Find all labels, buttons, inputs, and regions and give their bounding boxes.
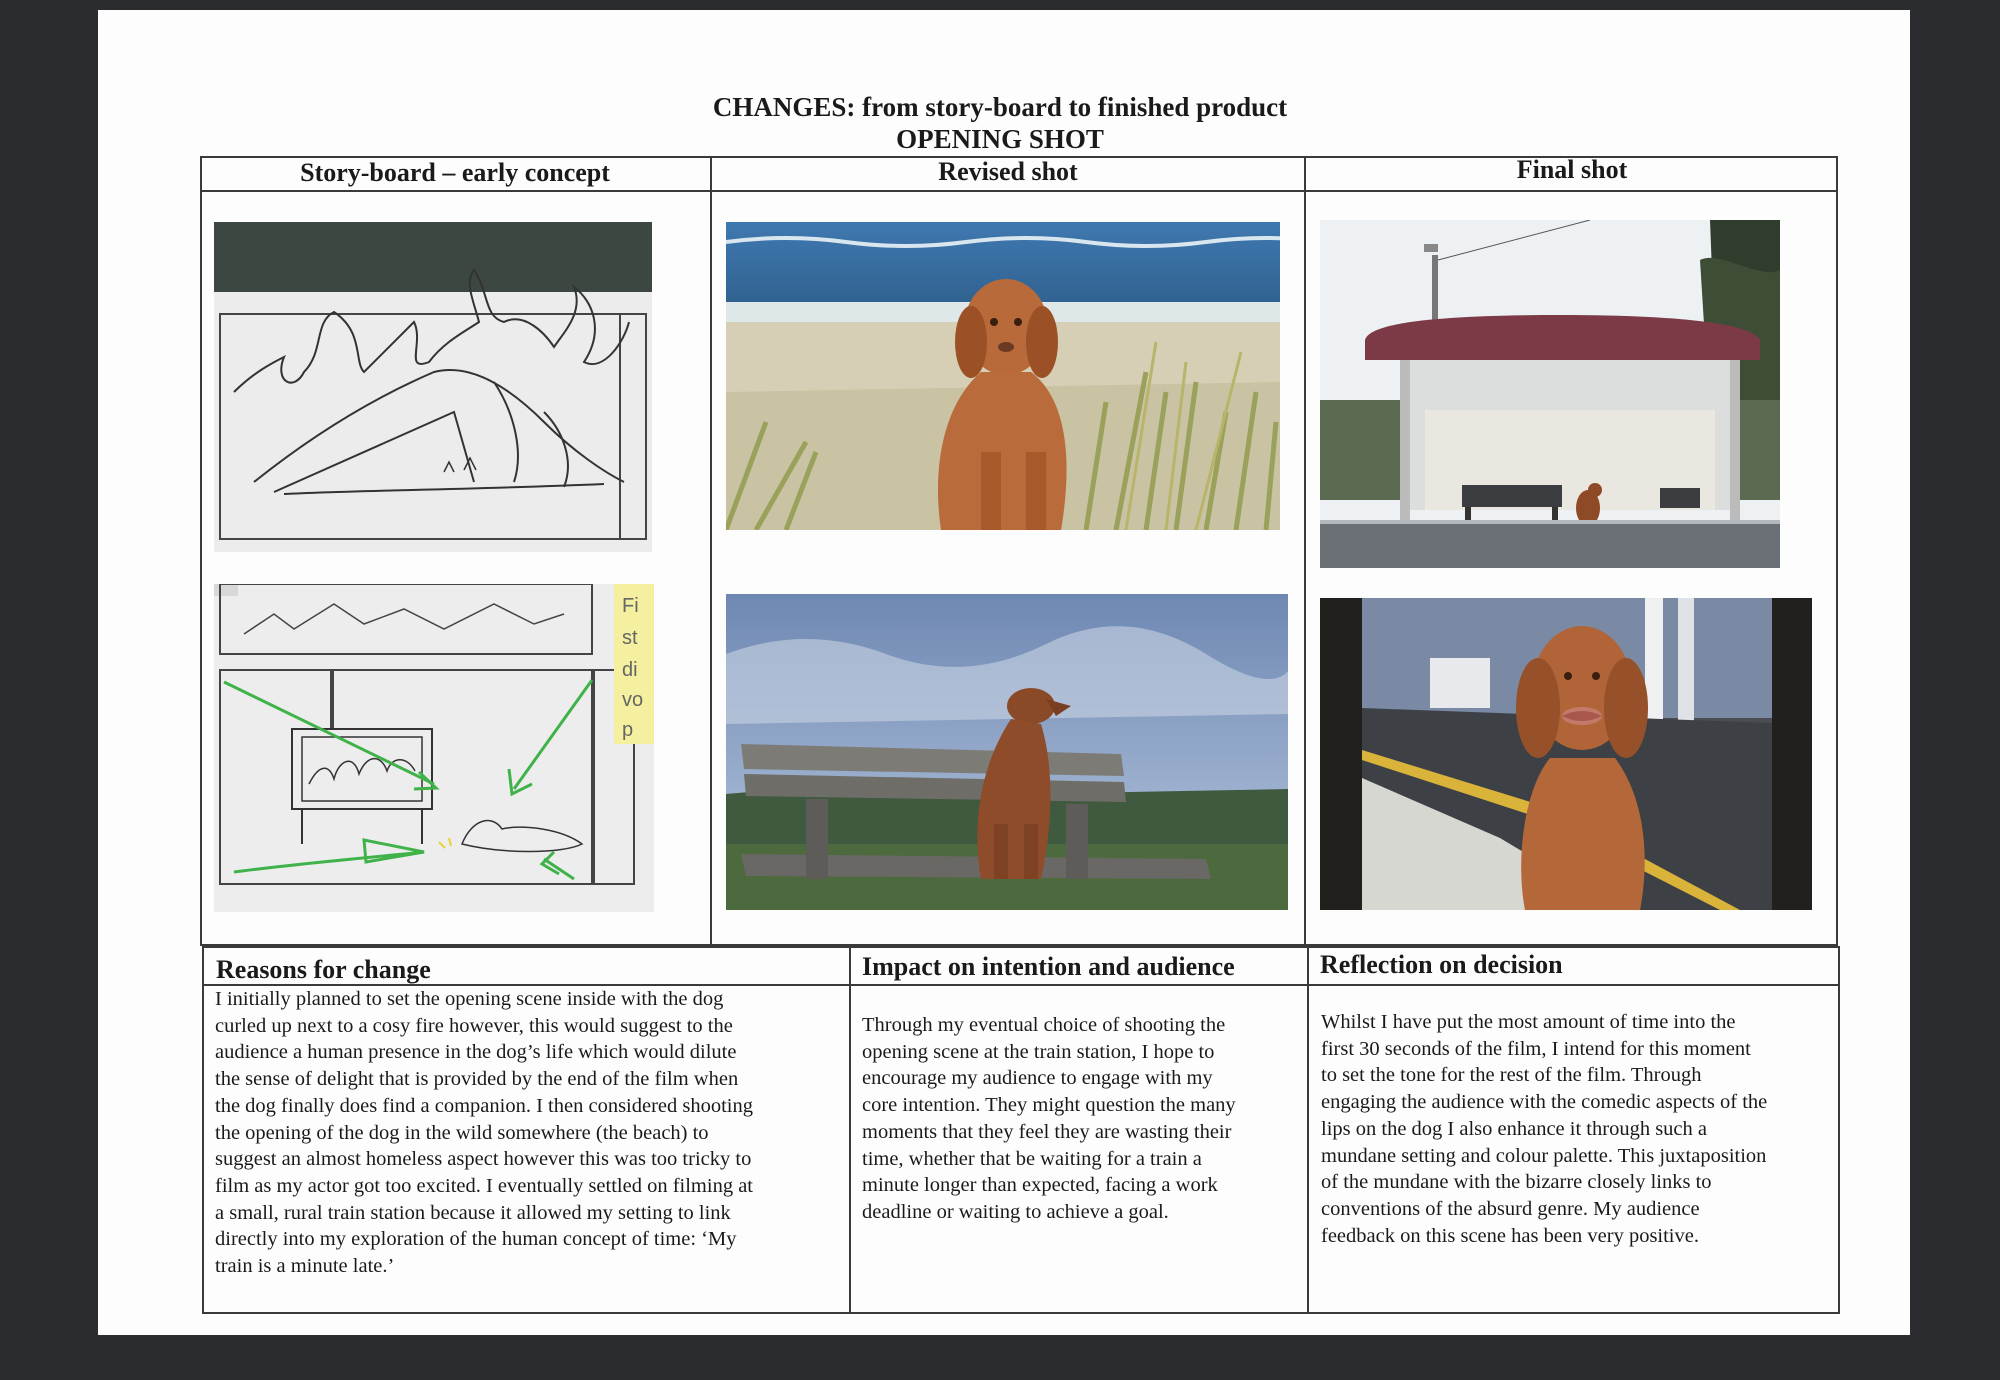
impact-line: Through my eventual choice of shooting the [862,1014,1226,1036]
column-header-storyboard: Story-board – early concept [300,158,610,187]
reflection-line: Whilst I have put the most amount of time into the [1321,1011,1736,1033]
document-subtitle: OPENING SHOT [896,124,1104,154]
reasons-line: train is a minute late.’ [215,1255,395,1278]
bottom-header-reflection: Reflection on decision [1320,950,1563,979]
impact-line: moments that they feel they are wasting their [862,1120,1232,1143]
reasons-line: curled up next to a cosy fire however, this would suggest to the [215,1014,733,1037]
reflection-line: conventions of the absurd genre. My audience [1321,1197,1700,1220]
reasons-line: I initially planned to set the opening scene inside with the dog [215,988,724,1010]
final-photo-closeup [1320,598,1812,910]
impact-line: opening scene at the train station, I hope to [862,1040,1215,1063]
reasons-line: the sense of delight that is provided by the end of the film when [215,1068,739,1091]
column-header-final: Final shot [1516,155,1628,184]
final-photo-station [1320,220,1780,568]
reflection-line: of the mundane with the bizarre closely links to [1321,1171,1712,1194]
sticky-note-line-5: p [622,719,634,741]
top-table-divider-1 [710,156,712,946]
reasons-text [215,986,845,1280]
bottom-header-reasons: Reasons for change [216,955,431,984]
bottom-table-divider-2 [1307,946,1309,1314]
column-header-revised: Revised shot [938,157,1078,186]
reflection-line: to set the tone for the rest of the film. Through [1321,1064,1702,1087]
sticky-note-line-1: Fi [622,595,639,617]
sticky-note-line-2: st [622,627,638,649]
top-table-header-rule [200,190,1838,192]
reasons-line: the opening of the dog in the wild somewhere (the beach) to [215,1121,709,1144]
reasons-line: film as my actor got too excited. I eventually settled on filming at [215,1174,753,1197]
reflection-line: first 30 seconds of the film, I intend for this moment [1321,1037,1751,1060]
storyboard-sketch-fire [214,222,652,552]
bottom-header-impact: Impact on intention and audience [862,952,1235,981]
reflection-line: engaging the audience with the comedic aspects of the [1321,1091,1768,1114]
impact-line: core intention. They might question the many [862,1094,1236,1117]
storyboard-sketch-fireplace [214,584,654,912]
reasons-line: a small, rural train station because it allowed my setting to link [215,1201,731,1224]
reflection-line: lips on the dog I also enhance it through such a [1321,1117,1707,1140]
document-title: CHANGES: from story-board to finished product [712,92,1288,122]
revised-photo-beach [726,222,1280,530]
reflection-line: mundane setting and colour palette. This juxtaposition [1321,1144,1767,1167]
reasons-line: the dog finally does find a companion. I then considered shooting [215,1094,754,1117]
revised-photo-bench [726,594,1288,910]
impact-text [862,1012,1302,1226]
bottom-table-divider-1 [849,946,851,1314]
impact-line: time, whether that be waiting for a train a [862,1147,1202,1170]
reflection-text [1321,1009,1831,1249]
impact-line: encourage my audience to engage with my [862,1067,1213,1090]
sticky-note-line-3: di [622,659,638,681]
impact-line: deadline or waiting to achieve a goal. [862,1200,1169,1223]
reasons-line: suggest an almost homeless aspect however this was too tricky to [215,1148,752,1171]
sticky-note-line-4: vo [622,689,644,711]
reasons-line: directly into my exploration of the human concept of time: ‘My [215,1228,737,1251]
impact-line: minute longer than expected, facing a work [862,1174,1218,1197]
reasons-line: audience a human presence in the dog’s life which would dilute [215,1041,737,1064]
top-table-divider-2 [1304,156,1306,946]
reflection-line: feedback on this scene has been very positive. [1321,1224,1699,1247]
